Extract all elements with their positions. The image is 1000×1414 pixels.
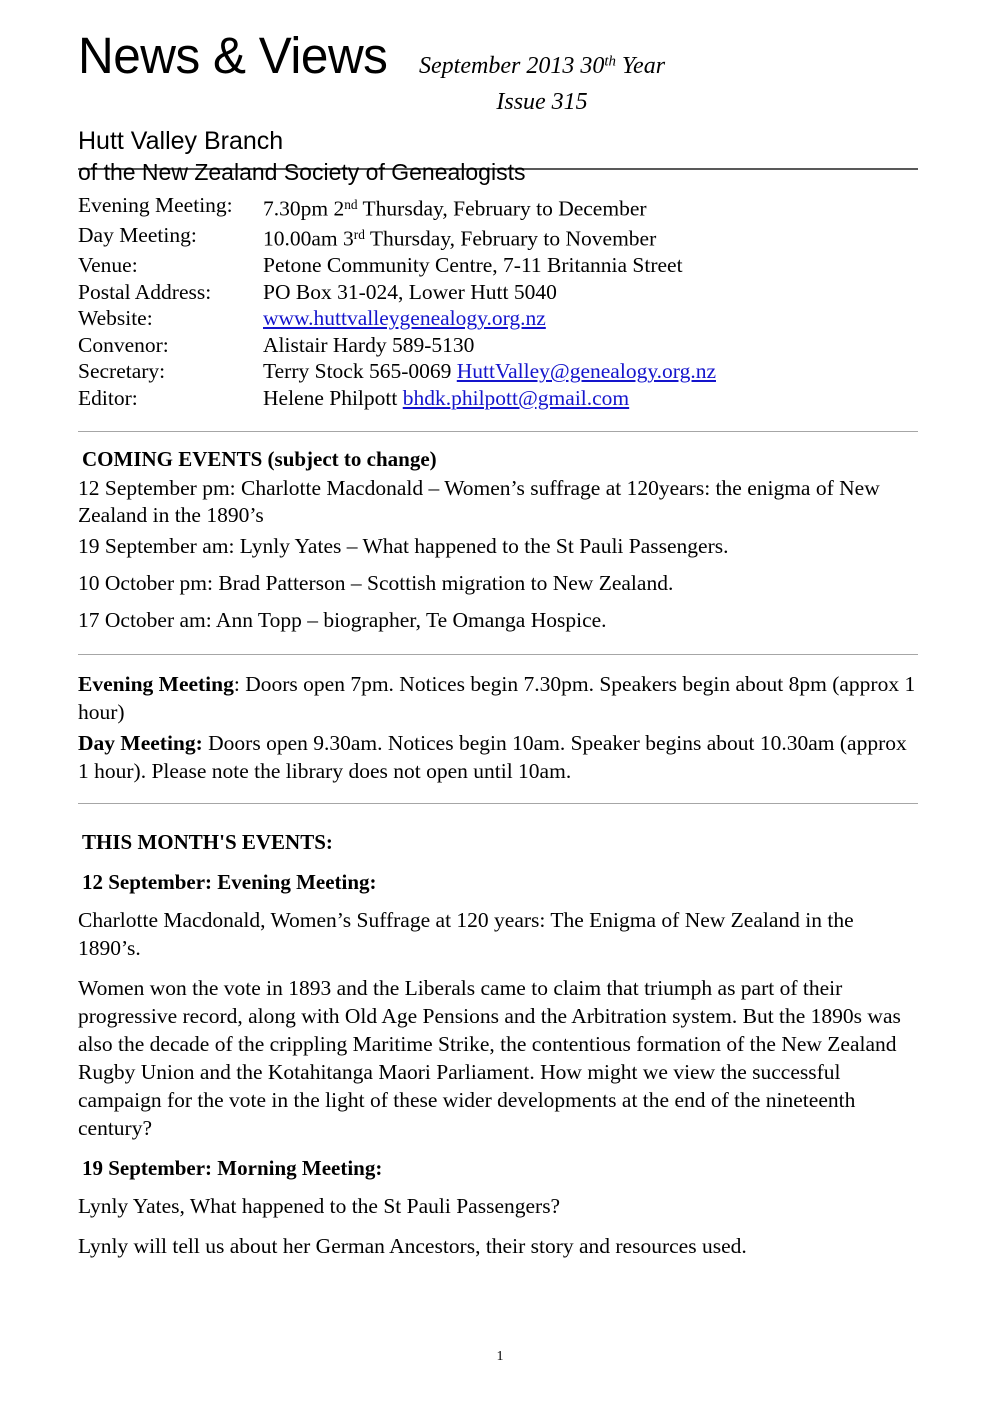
day-meeting-text: Doors open 9.30am. Notices begin 10am. Speaker begins about 10.30am (approx 1 hour). Please note the library does not open until 10am. [78, 731, 907, 783]
page-content [78, 0, 918, 1272]
evening-meeting-text: : Doors open 7pm. Notices begin 7.30pm. Speakers begin about 8pm (approx 1 hour) [78, 672, 916, 724]
info-label: Editor: [78, 385, 138, 410]
info-row [78, 358, 918, 385]
society-name: of the New Zealand Society of Genealogists [78, 158, 526, 185]
page-number: 1 [496, 1349, 504, 1364]
coming-event-item: 19 September am: Lynly Yates – What happened to the St Pauli Passengers. [78, 534, 729, 559]
issue-date-ordinal: th [604, 53, 616, 69]
day-meeting-label: Day Meeting: [78, 731, 203, 756]
event1-title: Charlotte Macdonald, Women’s Suffrage at 120 years: The Enigma of New Zealand in the 1890’s. [78, 908, 854, 961]
info-row [78, 279, 918, 306]
masthead-top-row [78, 28, 918, 117]
info-label: Secretary: [78, 359, 166, 384]
info-row [78, 222, 918, 252]
event1-heading: 12 September: Evening Meeting: [82, 870, 377, 895]
event1-description: Women won the vote in 1893 and the Liberals came to claim that triumph as part of their progressive record, along with Old Age Pensions and the Arbitration system. But the 1890s was also the decade of the crippling Maritime Strike, the contentious formation of the New Zealand Rugby Union and the Kotahitanga Maori Parliament. How might we view the successful campaign for the vote in the light of these wider developments at the end of the nineteenth century? [78, 976, 901, 1141]
info-value: Terry Stock 565-0069 HuttValley@genealogy.org.nz [263, 359, 716, 384]
coming-event-item: 17 October am: Ann Topp – biographer, Te Omanga Hospice. [78, 608, 607, 633]
info-value [263, 305, 918, 332]
info-label: Postal Address: [78, 279, 212, 304]
branch-title: Hutt Valley Branch [78, 126, 284, 155]
info-value: Petone Community Centre, 7-11 Britannia Street [263, 253, 683, 278]
event2-description: Lynly will tell us about her German Ancestors, their story and resources used. [78, 1234, 747, 1259]
info-value: Helene Philpott bhdk.philpott@gmail.com [263, 385, 630, 410]
info-label: Evening Meeting: [78, 193, 233, 217]
info-label: Convenor: [78, 332, 169, 357]
issue-number: Issue 315 [496, 88, 588, 115]
ordinal-suffix: rd [353, 227, 365, 243]
page-title: News & Views [78, 27, 388, 84]
coming-event-item: 10 October pm: Brad Patterson – Scottish migration to New Zealand. [78, 571, 674, 596]
website-link[interactable]: www.huttvalleygenealogy.org.nz [263, 306, 546, 331]
event2-title: Lynly Yates, What happened to the St Pauli Passengers? [78, 1194, 561, 1219]
evening-meeting-label: Evening Meeting [78, 672, 234, 697]
info-label: Day Meeting: [78, 223, 197, 248]
page-footer [0, 1348, 1000, 1366]
secretary-email-link[interactable]: HuttValley@genealogy.org.nz [456, 359, 716, 384]
info-row [78, 252, 918, 279]
ordinal-suffix: nd [344, 197, 358, 212]
coming-events-section [78, 432, 918, 654]
info-row [78, 385, 918, 412]
this-month-events-section [78, 804, 918, 1260]
issue-info [397, 28, 665, 117]
evening-meeting-times [78, 671, 918, 726]
info-value: PO Box 31-024, Lower Hutt 5040 [263, 279, 557, 304]
info-label: Website: [78, 306, 153, 331]
day-meeting-times [78, 730, 918, 785]
contact-info-block [78, 170, 918, 431]
event2-heading: 19 September: Morning Meeting: [82, 1156, 383, 1181]
masthead [78, 0, 918, 185]
info-row [78, 332, 918, 359]
this-month-heading: THIS MONTH'S EVENTS: [82, 830, 333, 855]
info-value: 10.00am 3rd Thursday, February to November [263, 226, 657, 251]
meeting-times-section [78, 655, 918, 803]
editor-email-link[interactable]: bhdk.philpott@gmail.com [402, 385, 630, 410]
coming-event-item: 12 September pm: Charlotte Macdonald – Women’s suffrage at 120years: the enigma of New Zealand in the 1890’s [78, 476, 880, 528]
branch-name [78, 125, 918, 187]
issue-date: September 2013 30th Year [419, 52, 666, 79]
info-row [78, 192, 918, 222]
info-label: Venue: [78, 253, 138, 278]
coming-events-heading: COMING EVENTS (subject to change) [82, 447, 437, 472]
info-value: 7.30pm 2nd Thursday, February to December [263, 196, 647, 221]
info-row [78, 305, 918, 332]
info-value: Alistair Hardy 589-5130 [263, 332, 475, 357]
